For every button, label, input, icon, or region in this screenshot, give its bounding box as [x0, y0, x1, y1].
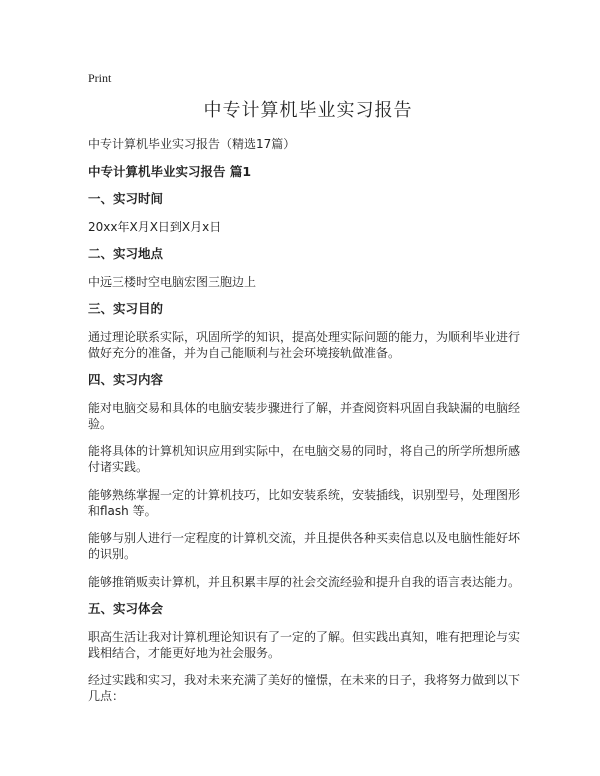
paragraph: 能够推销贩卖计算机，并且积累丰厚的社会交流经验和提升自我的语言表达能力。: [88, 574, 521, 589]
paragraph: 20xx年X月X日到X月x日: [88, 219, 222, 234]
paragraph: 能够与别人进行一定程度的计算机交流，并且提供各种买卖信息以及电脑性能好坏的识别。: [88, 531, 521, 561]
sections: [88, 191, 528, 704]
paragraph: 职高生活让我对计算机理论知识有了一定的了解。但实践出真知，唯有把理论与实践相结合，才能更好地为社会服务。: [88, 629, 521, 660]
document: [88, 70, 528, 716]
section-heading: 五、实习体会: [88, 601, 164, 616]
paragraph: 能对电脑交易和具体的电脑安装步骤进行了解，并查阅资料巩固自我缺漏的电脑经验。: [88, 400, 521, 431]
section-heading: 一、实习时间: [88, 191, 164, 206]
subtitle: 中专计算机毕业实习报告（精选17篇）: [88, 137, 296, 151]
print-link[interactable]: Print: [88, 71, 112, 85]
page-title: 中专计算机毕业实习报告: [203, 100, 413, 121]
section-heading: 四、实习内容: [88, 372, 164, 387]
paragraph: 通过理论联系实际，巩固所学的知识，提高处理实际问题的能力，为顺利毕业进行做好充分的准备，并为自己能顺利与社会环境接轨做准备。: [88, 329, 521, 360]
paragraph: 能够熟练掌握一定的计算机技巧，比如安装系统，安装插线，识别型号，处理图形和flash 等。: [88, 487, 521, 518]
section-heading: 二、实习地点: [88, 246, 164, 261]
paragraph: 中远三楼时空电脑宏图三胞边上: [88, 274, 257, 289]
section-heading: 三、实习目的: [88, 301, 164, 316]
article-heading: 中专计算机毕业实习报告 篇1: [88, 163, 252, 179]
paragraph: 能将具体的计算机知识应用到实际中，在电脑交易的同时，将自己的所学所想所感付诸实践。: [88, 444, 521, 474]
paragraph: 经过实践和实习，我对未来充满了美好的憧憬，在未来的日子，我将努力做到以下几点：: [88, 673, 521, 703]
